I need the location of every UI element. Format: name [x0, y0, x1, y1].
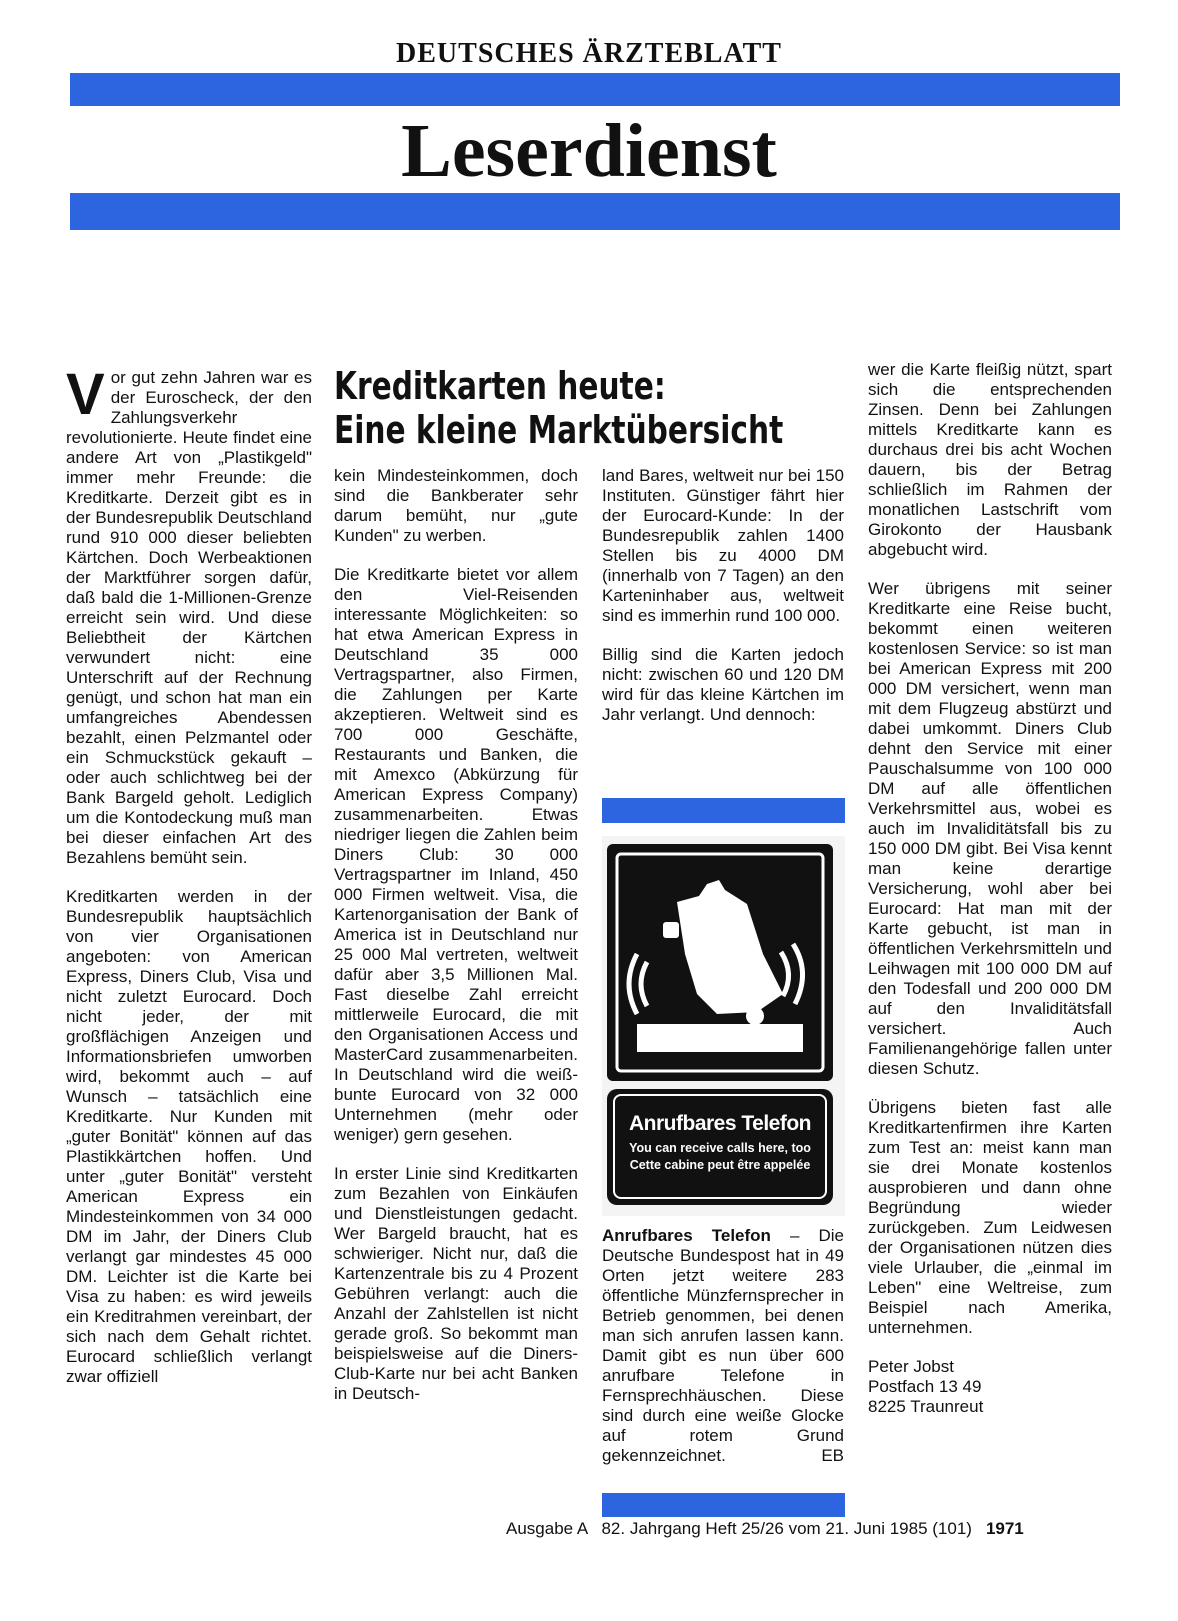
headline-line-1: Kreditkarten heute:: [334, 364, 666, 408]
sign-title: Anrufbares Telefon: [629, 1112, 811, 1135]
col4-paragraph-3: Übrigens bieten fast alle Kreditkartenfirmen ihre Karten zum Test an: meist kann man sie drei Monate kostenlos ausprobieren und dann ohne Begründung wieder zurückgeben. Zum Leidwesen der Organisationen nützen dies viele Urlauber, die „einmal im Leben" eine Weltreise, zum Beispiel nach Amerika, unternehmen.: [868, 1098, 1112, 1337]
caption-signature: EB: [821, 1446, 844, 1465]
drop-cap: V: [66, 362, 105, 427]
caption-title: Anrufbares Telefon: [602, 1226, 771, 1245]
col2-paragraph-1: kein Mindesteinkommen, doch sind die Bankberater sehr darum bemüht, nur „gute Kunden" zu werben.: [334, 466, 578, 545]
col4-paragraph-1: wer die Karte fleißig nützt, spart sich die entsprechenden Zinsen. Denn bei Zahlungen mittels Kreditkarte kann es durchaus drei bis acht Wochen dauern, bis der Betrag schließlich im Rahmen der monatlichen Lastschrift vom Girokonto der Hausbank abgebucht wird.: [868, 360, 1112, 559]
col1-paragraph-1: [66, 362, 312, 868]
header-bar-bottom: [70, 193, 1120, 230]
author-name: Peter Jobst: [868, 1357, 954, 1376]
image-top-bar: [602, 798, 845, 823]
header-bar-top: [70, 73, 1120, 106]
author-address-1: Postfach 13 49: [868, 1377, 982, 1396]
masthead: DEUTSCHES ÄRZTEBLATT: [396, 38, 782, 69]
section-title: Leserdienst: [401, 109, 777, 193]
sign-line-1: You can receive calls here, too: [629, 1141, 811, 1155]
col3-paragraph-1: land Bares, weltweit nur bei 150 Instituten. Günstiger fährt hier der Eurocard-Kunde: In der Bundesrepublik zahlen 1400 Stellen bis zu 4000 DM (innerhalb von 7 Tagen) an den Karteninhaber aus, weltweit sind es immerhin rund 100 000.: [602, 466, 844, 625]
sign-line-2: Cette cabine peut être appelée: [629, 1158, 811, 1172]
bell-sign-panel: [607, 844, 833, 1081]
article-column-2: [334, 466, 578, 1423]
image-caption: [602, 1226, 844, 1466]
author-address-2: 8225 Traunreut: [868, 1397, 984, 1416]
caption-text: – Die Deutsche Bundespost hat in 49 Orten jetzt weitere 283 öffentliche Münzfernsprecher in Betrieb genommen, bei denen man sich anrufen lassen kann. Damit gibt es nun über 600 anrufbare Telefone in Fernsprechhäuschen. Diese sind durch eine weiße Glocke auf rotem Grund gekennzeichnet.: [602, 1226, 844, 1465]
headline-line-2: Eine kleine Marktübersicht: [334, 408, 784, 452]
col1-paragraph-2: Kreditkarten werden in der Bundesrepublik hauptsächlich von vier Organisationen angeboten: von American Express, Diners Club, Visa und nicht zuletzt Eurocard. Doch nicht jeder, der mit großflächigen Anzeigen und Informationsbriefen umworben wird, bekommt auch – auf Wunsch – tatsächlich eine Kreditkarte. Nur Kunden mit „guter Bonität" können auf das Plastikkärtchen hoffen. Und unter „guter Bonität" versteht American Express ein Mindesteinkommen von 34 000 DM im Jahr, der Diners Club verlangt gar mindestes 45 000 DM. Leichter ist die Karte bei Visa zu haben: es wird jeweils ein Kreditrahmen vereinbart, der sich nach dem Gehalt richtet. Eurocard schließlich verlangt zwar offiziell: [66, 887, 312, 1386]
col1-paragraph-1-text: or gut zehn Jahren war es der Euroscheck, der den Zahlungsverkehr revolutionierte. Heute findet eine andere Art von „Plastikgeld" immer mehr Freunde: die Kreditkarte. Derzeit gibt es in der Bundesrepublik Deutschland rund 910 000 dieser beliebten Kärtchen. Doch Werbeaktionen der Marktführer sorgen dafür, daß bald die 1-Millionen-Grenze erreicht sein wird. Und diese Beliebtheit der Kärtchen verwundert nicht: eine Unterschrift auf der Rechnung genügt, und schon hat man ein umfangreiches Abendessen bezahlt, einen Pelzmantel oder ein Schmuckstück gekauft – oder auch schlichtweg bei der Bank Bargeld geholt. Lediglich um die Kontodeckung muß man bei dieser einfachen Art des Bezahlens bemüht sein.: [66, 368, 312, 867]
article-column-4: [868, 360, 1112, 1417]
issue-info: Ausgabe A 82. Jahrgang Heft 25/26 vom 21. Juni 1985 (101): [506, 1519, 972, 1538]
phone-sign-inner: [613, 1094, 827, 1199]
col3-paragraph-2: Billig sind die Karten jedoch nicht: zwischen 60 und 120 DM wird für das kleine Kärtchen im Jahr verlangt. Und dennoch:: [602, 645, 844, 724]
page-number: 1971: [985, 1519, 1024, 1538]
phone-sign-label: [607, 1089, 833, 1205]
col2-paragraph-3: In erster Linie sind Kreditkarten zum Bezahlen von Einkäufen und Dienstleistungen gedacht. Wer Bargeld braucht, hat es schwieriger. Nicht nur, daß die Kartenzentrale bis zu 4 Prozent Gebühren verlangt: auch die Anzahl der Zahlstellen ist nicht gerade groß. So bekommt man beispielsweise auf die Diners-Club-Karte nur bei acht Banken in Deutsch-: [334, 1164, 578, 1403]
article-headline: [334, 364, 784, 452]
article-column-3: [602, 466, 844, 744]
author-block: [868, 1357, 1112, 1417]
col4-paragraph-2: Wer übrigens mit seiner Kreditkarte eine Reise bucht, bekommt einen weiteren kostenlosen Service: so ist man bei American Express mit 200 000 DM versichert, wenn man mit dem Flugzeug abstürzt und dabei umkommt. Diners Club dehnt den Service mit einer Pauschalsumme von 100 000 DM auf alle öffentlichen Verkehrsmittel aus, wobei es auch im Invaliditätsfall bis zu 150 000 DM gibt. Bei Visa kennt man keine derartige Versicherung, wohl aber bei Eurocard: Hat man mit der Karte gebucht, ist man in öffentlichen Verkehrsmitteln und Leihwagen mit 100 000 DM auf den Todesfall und 200 000 DM auf den Invaliditätsfall versichert. Auch Familienangehörige fallen unter diesen Schutz.: [868, 579, 1112, 1078]
bell-icon: [607, 844, 833, 1081]
page-footer: [506, 1519, 1024, 1539]
image-bottom-bar: [602, 1493, 845, 1517]
col2-paragraph-2: Die Kreditkarte bietet vor allem den Viel-Reisenden interessante Möglichkeiten: so hat etwa American Express in Deutschland 35 000 Vertragspartner, also Firmen, die Zahlungen per Karte akzeptieren. Weltweit sind es 700 000 Geschäfte, Restaurants und Banken, die mit Amexco (Abkürzung für American Express Company) zusammenarbeiten. Etwas niedriger liegen die Zahlen beim Diners Club: 30 000 Vertragspartner im Inland, 450 000 Firmen weltweit. Visa, die Kartenorganisation der Bank of America ist in Deutschland nur 25 000 Mal vertreten, weltweit dafür aber 3,5 Millionen Mal. Fast dieselbe Zahl erreicht mittlerweile Eurocard, die mit den Organisationen Access und MasterCard zusammenarbeiten. In Deutschland wird die weiß-bunte Eurocard von 32 000 Unternehmen (mehr oder weniger) gern gesehen.: [334, 565, 578, 1144]
article-column-1: [66, 362, 312, 1406]
